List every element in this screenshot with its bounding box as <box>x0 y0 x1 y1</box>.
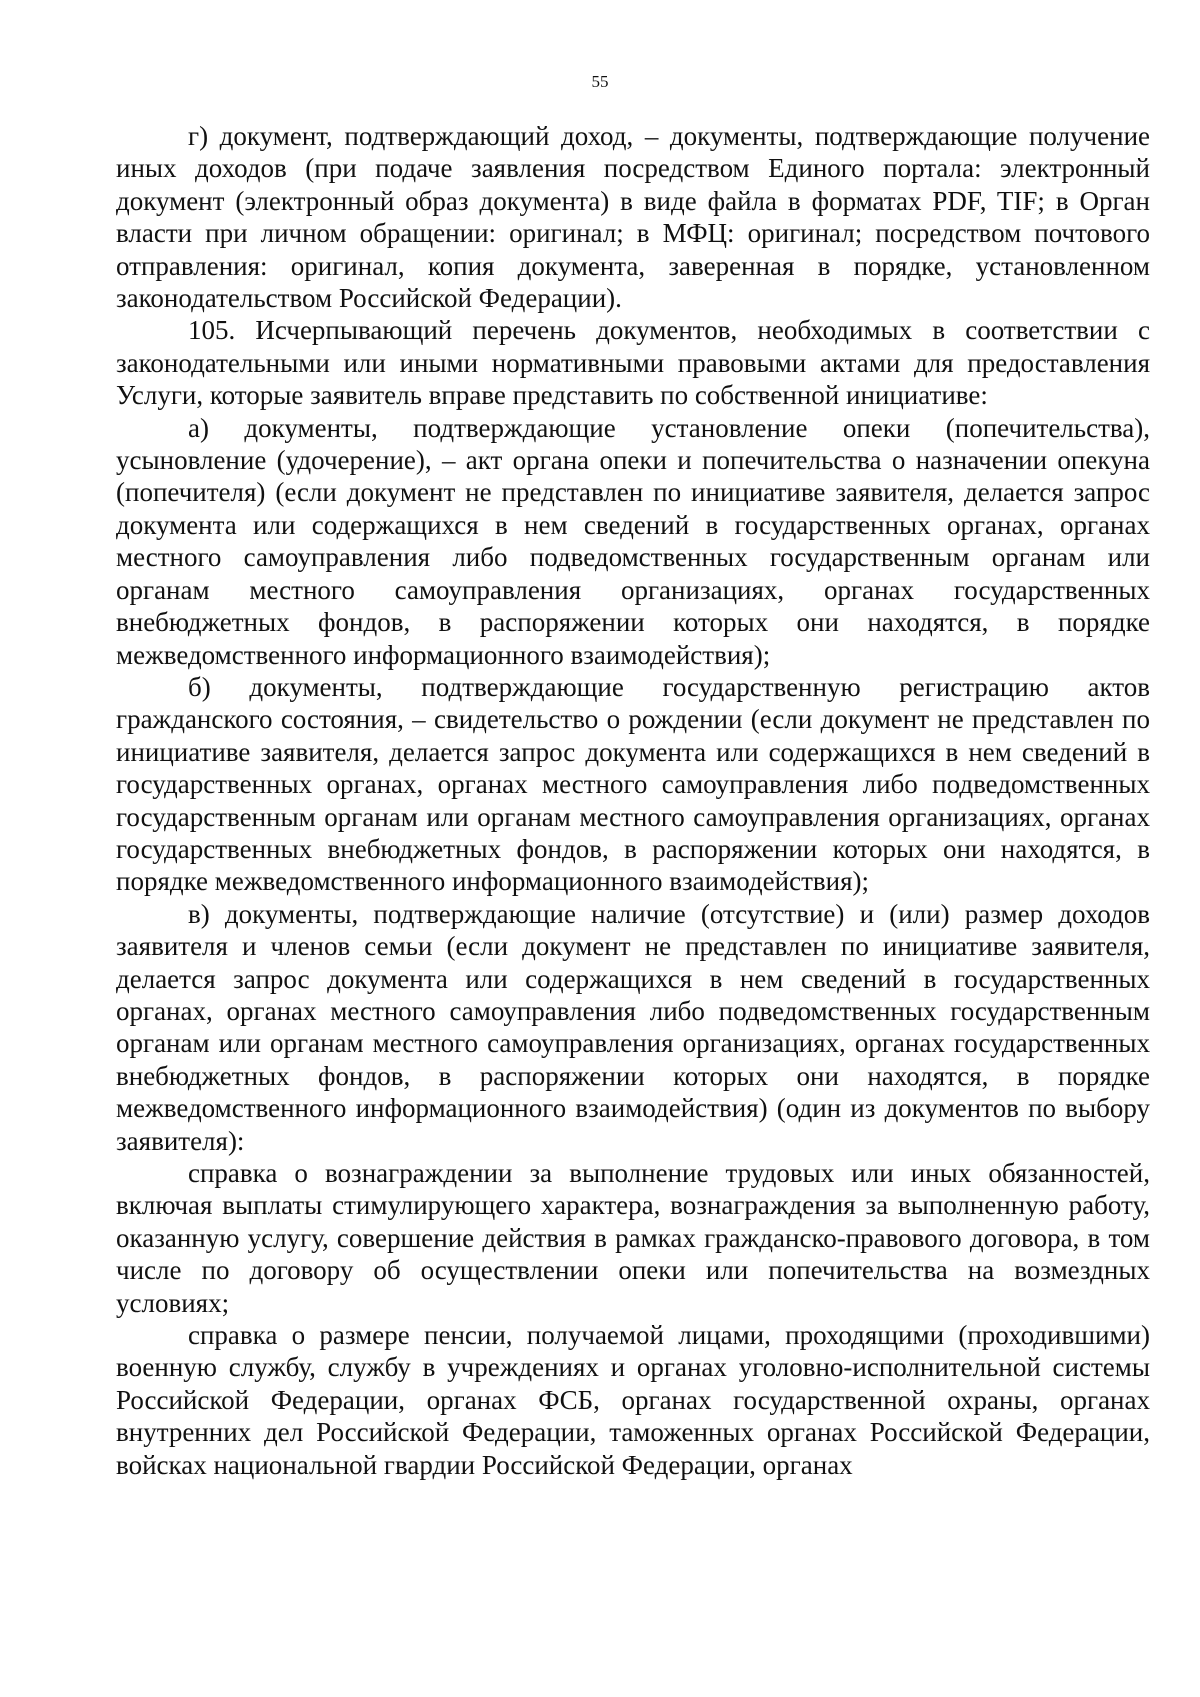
paragraph-income-confirmation-documents: в) документы, подтверждающие наличие (отсутствие) и (или) размер доходов заявителя и членов семьи (если документ не представлен по инициативе заявителя, делается запрос документа или содержащихся в нем сведений в государственных органах, органах местного самоуправления либо подведомственных государственным органам или органам местного самоуправления организациях, органах государственных внебюджетных фондов, в распоряжении которых они находятся, в порядке межведомственного информационного взаимодействия) (один из документов по выбору заявителя): <box>116 898 1150 1156</box>
paragraph-civil-status-documents: б) документы, подтверждающие государственную регистрацию актов гражданского состояния, – свидетельство о рождении (если документ не представлен по инициативе заявителя, делается запрос документа или содержащихся в нем сведений в государственных органах, органах местного самоуправления либо подведомственных государственным органам или органам местного самоуправления организациях, органах государственных внебюджетных фондов, в распоряжении которых они находятся, в порядке межведомственного информационного взаимодействия); <box>116 671 1150 897</box>
page-number: 55 <box>591 72 609 91</box>
paragraph-remuneration-certificate: справка о вознаграждении за выполнение трудовых или иных обязанностей, включая выплаты стимулирующего характера, вознаграждения за выполненную работу, оказанную услугу, совершение действия в рамках гражданско-правового договора, в том числе по договору об осуществлении опеки или попечительства на возмездных условиях; <box>116 1158 1150 1318</box>
paragraph-income-document: г) документ, подтверждающий доход, – документы, подтверждающие получение иных доходов (при подаче заявления посредством Единого портала: электронный документ (электронный образ документа) в виде файла в форматах PDF, TIF; в Орган власти при личном обращении: оригинал; в МФЦ: оригинал; посредством почтового отправления: оригинал, копия документа, заверенная в порядке, установленном законодательством Российской Федерации). <box>116 121 1150 314</box>
paragraph-105-exhaustive-list: 105. Исчерпывающий перечень документов, необходимых в соответствии с законодательными или иными нормативными правовыми актами для предоставления Услуги, которые заявитель вправе представить по собственной инициативе: <box>116 315 1150 411</box>
paragraph-pension-certificate: справка о размере пенсии, получаемой лицами, проходящими (проходившими) военную службу, службу в учреждениях и органах уголовно-исполнительной системы Российской Федерации, органах ФСБ, органах государственной охраны, органах внутренних дел Российской Федерации, таможенных органах Российской Федерации, войсках национальной гвардии Российской Федерации, органах <box>116 1320 1150 1480</box>
document-body <box>116 120 1150 1481</box>
paragraph-guardianship-documents: а) документы, подтверждающие установление опеки (попечительства), усыновление (удочерение), – акт органа опеки и попечительства о назначении опекуна (попечителя) (если документ не представлен по инициативе заявителя, делается запрос документа или содержащихся в нем сведений в государственных органах, органах местного самоуправления либо подведомственных государственным органам или органам местного самоуправления организациях, органах государственных внебюджетных фондов, в распоряжении которых они находятся, в порядке межведомственного информационного взаимодействия); <box>116 412 1150 670</box>
